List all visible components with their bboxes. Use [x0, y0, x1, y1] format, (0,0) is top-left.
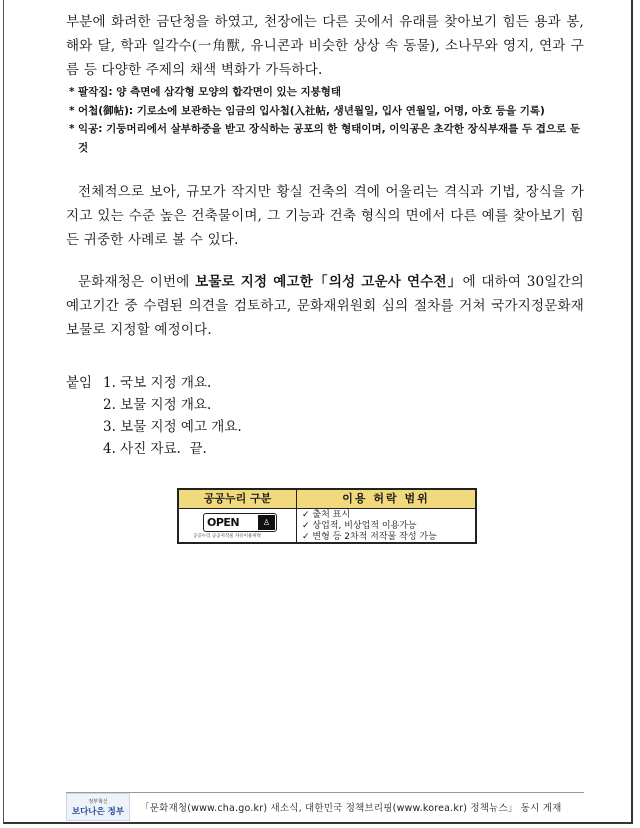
license-table [177, 488, 477, 544]
attachment-row [66, 372, 242, 394]
person-icon: ♙ [258, 515, 275, 530]
license-col-scope: 이용 허락 범위 [342, 492, 430, 505]
bullet-marker: * [69, 86, 75, 98]
page-footer [66, 792, 584, 821]
logo-small-text: 정부혁신 [88, 798, 108, 805]
attachment-item: 1. 국보 지정 개요. [103, 375, 212, 391]
announcement-emphasis: 보물로 지정 예고한「의성 고운사 연수전」 [195, 274, 463, 290]
bullet-item [66, 83, 586, 102]
government-logo [66, 793, 130, 821]
attachment-row [66, 394, 242, 416]
logo-main-text: 보다나은 정부 [71, 806, 125, 817]
bullet-marker: * [69, 104, 75, 117]
open-logo-caption: 공공누리 공공저작물 자유이용허락 [193, 534, 262, 539]
license-scope-list [297, 509, 475, 543]
attachment-item: 4. 사진 자료. 끝. [103, 441, 207, 457]
license-col-type: 공공누리 구분 [179, 490, 297, 508]
license-scope-item: ✓ 출처 표시 [302, 510, 351, 520]
bullet-item [66, 102, 586, 121]
announcement-lead: 문화재청은 이번에 [78, 274, 196, 290]
summary-paragraph: 전체적으로 보아, 규모가 작지만 황실 건축의 격에 어울리는 격식과 기법, 장식을 가지고 있는 수준 높은 건축물이며, 그 기능과 건축 형식의 면에서 다른 예를 찾아보기 힘든 귀중한 사례로 볼 수 있다. [66, 184, 584, 248]
footnote-bullets [66, 83, 586, 157]
open-license-cell [179, 509, 297, 543]
bullet-item [66, 120, 586, 157]
attachment-label: 붙임 [66, 375, 93, 391]
license-body [179, 509, 475, 543]
open-logo [203, 513, 277, 532]
announcement-rest: 에 대하여 30일간의 예고기간 중 수렴된 의견을 검토하고, 문화재위원회 심의 절차를 거쳐 국가지정문화재 보물로 지정할 예정이다. [66, 274, 585, 338]
bullet-text: 어첩(御帖): 기로소에 보관하는 임금의 입사첩(入社帖, 생년월일, 입사 연월일, 어명, 아호 등을 기록) [78, 104, 545, 117]
open-logo-text: OPEN [207, 516, 240, 529]
attachment-item: 2. 보물 지정 개요. [103, 397, 212, 413]
license-header [179, 490, 475, 509]
intro-paragraph: 부분에 화려한 금단청을 하였고, 천장에는 다른 곳에서 유래를 찾아보기 힘든 용과 봉, 해와 달, 학과 일각수(一角獸, 유니콘과 비슷한 상상 속 동물), 소나무와 영지, 연과 구름 등 다양한 주제의 채색 벽화가 가득하다. [66, 14, 584, 78]
footer-note: 「문화재청(www.cha.go.kr) 새소식, 대한민국 정책브리핑(www.korea.kr) 정책뉴스」 동시 게재 [140, 803, 562, 814]
license-scope-item: ✓ 변형 등 2차적 저작물 작성 가능 [302, 532, 437, 542]
license-scope-item: ✓ 상업적, 비상업적 이용가능 [302, 521, 417, 531]
attachment-row [66, 416, 242, 438]
bullet-marker: * [69, 123, 75, 135]
bullet-text: 팔작집: 양 측면에 삼각형 모양의 합각면이 있는 지붕형태 [78, 86, 342, 98]
announcement-paragraph [66, 270, 584, 342]
attachment-item: 3. 보물 지정 예고 개요. [103, 419, 242, 435]
attachment-row [66, 438, 242, 460]
bullet-text: 익공: 기둥머리에서 살부하중을 받고 장식하는 공포의 한 형태이며, 이익공은 초각한 장식부재를 두 겹으로 둔 것 [78, 123, 580, 154]
attachment-list [66, 372, 242, 460]
document-page [3, 0, 633, 824]
